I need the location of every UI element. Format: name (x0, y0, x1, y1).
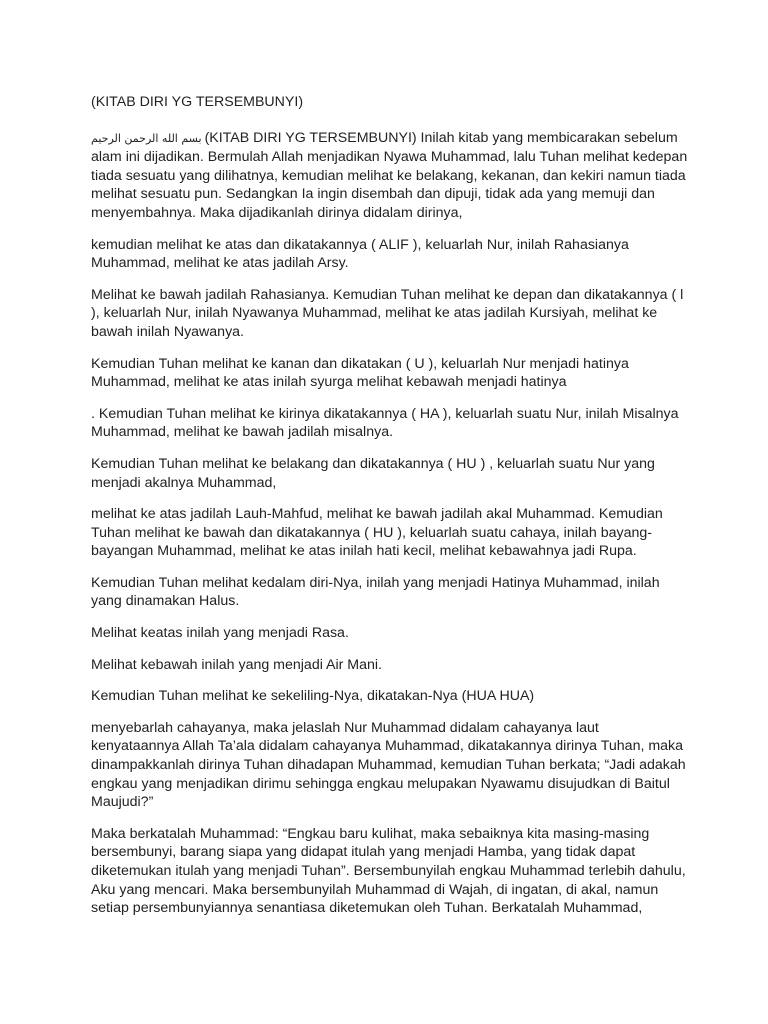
paragraph-hua-hua: Kemudian Tuhan melihat ke sekeliling-Nya, dikatakan-Nya (HUA HUA) (91, 688, 535, 705)
paragraph-intro-text: (KITAB DIRI YG TERSEMBUNYI) Inilah kitab yang membicarakan sebelum alam ini dijadikan. Bermulah Allah menjadikan Nyawa Muhammad, lalu Tuhan melihat kedepan tiada sesuatu yang dilihatnya, kemudian melihat ke belakang, kekanan, dan kekiri namun tiada melihat sesuatu pun. Sedangkan Ia ingin disembah dan dipuji, tidak ada yang memuji dan menyembahnya. Maka dijadikanlah dirinya didalam dirinya, (91, 129, 688, 221)
paragraph-lam: Melihat ke bawah jadilah Rahasianya. Kemudian Tuhan melihat ke depan dan dikatakannya ( l ), keluarlah Nur, inilah Nyawanya Muhammad, melihat ke atas jadilah Kursiyah, melihat ke bawah inilah Nyawanya. (91, 286, 684, 340)
paragraph-hu-back: Kemudian Tuhan melihat ke belakang dan dikatakannya ( HU ) , keluarlah suatu Nur yang menjadi akalnya Muhammad, (91, 455, 655, 491)
paragraph-u: Kemudian Tuhan melihat ke kanan dan dikatakan ( U ), keluarlah Nur menjadi hatinya Muhammad, melihat ke atas inilah syurga melihat kebawah menjadi hatinya (91, 355, 629, 391)
paragraph-hu-down: melihat ke atas jadilah Lauh-Mahfud, melihat ke bawah jadilah akal Muhammad. Kemudian Tuhan melihat ke bawah dan dikatakannya ( HU ), keluarlah suatu cahaya, inilah bayang-bayangan Muhammad, melihat ke atas inilah hati kecil, melihat kebawahnya jadi Rupa. (91, 506, 663, 560)
basmala-text: بسم الله الرحمن الرحيم (91, 131, 202, 145)
paragraph-bersembunyi: Maka berkatalah Muhammad: “Engkau baru kulihat, maka sebaiknya kita masing-masing bersembunyi, barang siapa yang didapat itulah yang menjadi Hamba, yang tidak dapat diketemukan itulah yang menjadi Tuhan”. Bersembunyilah engkau Muhammad terlebih dahulu, Aku yang mencari. Maka bersembunyilah Muhammad di Wajah, di ingatan, di akal, namun setiap persembunyiannya senantiasa diketemukan oleh Tuhan. Berkatalah Muhammad, (91, 825, 686, 917)
document-title: (KITAB DIRI YG TERSEMBUNYI) (91, 94, 304, 110)
paragraph-alif: kemudian melihat ke atas dan dikatakannya ( ALIF ), keluarlah Nur, inilah Rahasianya Muhammad, melihat ke atas jadilah Arsy. (91, 236, 629, 272)
document-page (91, 93, 691, 931)
paragraph-ha: . Kemudian Tuhan melihat ke kirinya dikatakannya ( HA ), keluarlah suatu Nur, inilah Misalnya Muhammad, melihat ke bawah jadilah misalnya. (91, 405, 679, 441)
paragraph-rasa: Melihat keatas inilah yang menjadi Rasa. (91, 625, 349, 642)
paragraph-air-mani: Melihat kebawah inilah yang menjadi Air Mani. (91, 656, 383, 673)
paragraph-halus: Kemudian Tuhan melihat kedalam diri-Nya, inilah yang menjadi Hatinya Muhammad, inilah yang dinamakan Halus. (91, 574, 660, 610)
paragraph-intro (91, 129, 691, 223)
paragraph-cahaya: menyebarlah cahayanya, maka jelaslah Nur Muhammad didalam cahayanya laut kenyataannya Allah Ta’ala didalam cahayanya Muhammad, dikatakannya dirinya Tuhan, maka dinampakkanlah dirinya Tuhan dihadapan Muhammad, kemudian Tuhan berkata; “Jadi adakah engkau yang menjadikan dirimu sehingga engkau melupakan Nyawamu disujudkan di Baitul Maujudi?” (91, 719, 686, 811)
